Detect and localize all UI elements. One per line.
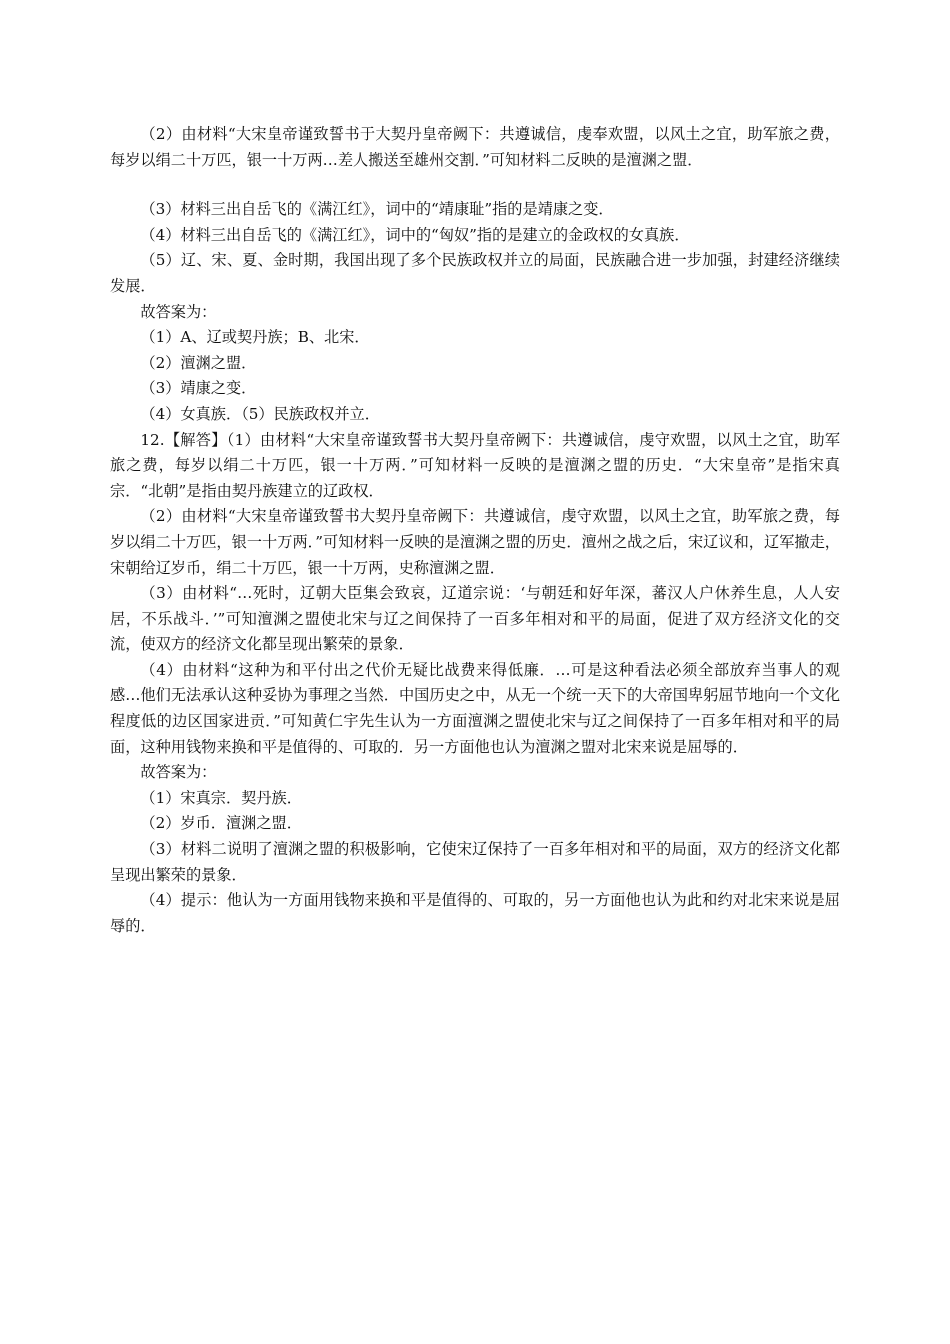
q12-answer-intro: 故答案为： [140, 763, 217, 782]
q11-answer-1: （1）A、辽或契丹族；B、北宋． [140, 328, 370, 347]
q12-part2-paragraph: （2）由材料“大宋皇帝谨致誓书大契丹皇帝阙下：共遵诚信，虔守欢盟，以风土之宜，助军旅之费，每岁以绢二十万匹，银一十万两．”可知材料一反映的是澶渊之盟的历史．澶州之战之后，宋辽议和，辽军撤走，宋朝给辽岁币，绢二十万匹，银一十万两，史称澶渊之盟． [110, 507, 840, 577]
q11-part2-paragraph: （2）由材料“大宋皇帝谨致誓书于大契丹皇帝阙下：共遵诚信，虔奉欢盟，以风土之宜，助军旅之费，每岁以绢二十万匹，银一十万两…差人搬送至雄州交割．”可知材料二反映的是澶渊之盟． [110, 125, 840, 169]
q12-answer-4: （4）提示：他认为一方面用钱物来换和平是值得的、可取的，另一方面他也认为此和约对北宋来说是屈辱的． [110, 891, 840, 935]
q12-part1-paragraph [110, 428, 840, 505]
q12-part4-paragraph: （4）由材料“这种为和平付出之代价无疑比战费来得低廉．…可是这种看法必须全部放弃当事人的观感…他们无法承认这种妥协为事理之当然．中国历史之中，从无一个统一天下的大帝国卑躬屈节地向一个文化程度低的边区国家进贡．”可知黄仁宇先生认为一方面澶渊之盟使北宋与辽之间保持了一百多年相对和平的局面，这种用钱物来换和平是值得的、可取的．另一方面他也认为澶渊之盟对北宋来说是屈辱的． [110, 660, 840, 756]
q11-part5-paragraph: （5）辽、宋、夏、金时期，我国出现了多个民族政权并立的局面，民族融合进一步加强，封建经济继续发展． [110, 251, 840, 295]
q12-part3-paragraph: （3）由材料“…死时，辽朝大臣集会致哀，辽道宗说：‘与朝廷和好年深，蕃汉人户休养生息，人人安居，不乐战斗．’”可知澶渊之盟使北宋与辽之间保持了一百多年相对和平的局面，促进了双方经济文化的交流，使双方的经济文化都呈现出繁荣的景象． [110, 584, 840, 654]
q11-answer-intro: 故答案为： [140, 302, 217, 321]
document-page [110, 122, 840, 939]
q12-answer-tag: 【解答】 [164, 430, 227, 449]
q12-number: 12. [140, 430, 165, 449]
q12-part1-text: （1）由材料“大宋皇帝谨致誓书大契丹皇帝阙下：共遵诚信，虔守欢盟，以风土之宜，助军旅之费，每岁以绢二十万匹，银一十万两．”可知材料一反映的是澶渊之盟的历史．“大宋皇帝”是指宋真宗．“北朝”是指由契丹族建立的辽政权． [110, 430, 841, 500]
paragraph-gap [110, 173, 840, 197]
q11-part4-paragraph: （4）材料三出自岳飞的《满江红》，词中的“匈奴”指的是建立的金政权的女真族． [140, 225, 690, 244]
q11-answer-3: （3）靖康之变． [140, 379, 257, 398]
q12-answer-3: （3）材料二说明了澶渊之盟的积极影响，它使宋辽保持了一百多年相对和平的局面，双方的经济文化都呈现出繁荣的景象． [110, 840, 840, 884]
q11-answer-2: （2）澶渊之盟． [140, 353, 257, 372]
q11-part3-paragraph: （3）材料三出自岳飞的《满江红》，词中的“靖康耻”指的是靖康之变． [140, 200, 614, 219]
q12-answer-2: （2）岁币．澶渊之盟． [140, 814, 302, 833]
q12-answer-1: （1）宋真宗．契丹族． [140, 788, 302, 807]
q11-answer-4-5: （4）女真族．（5）民族政权并立． [140, 404, 380, 423]
